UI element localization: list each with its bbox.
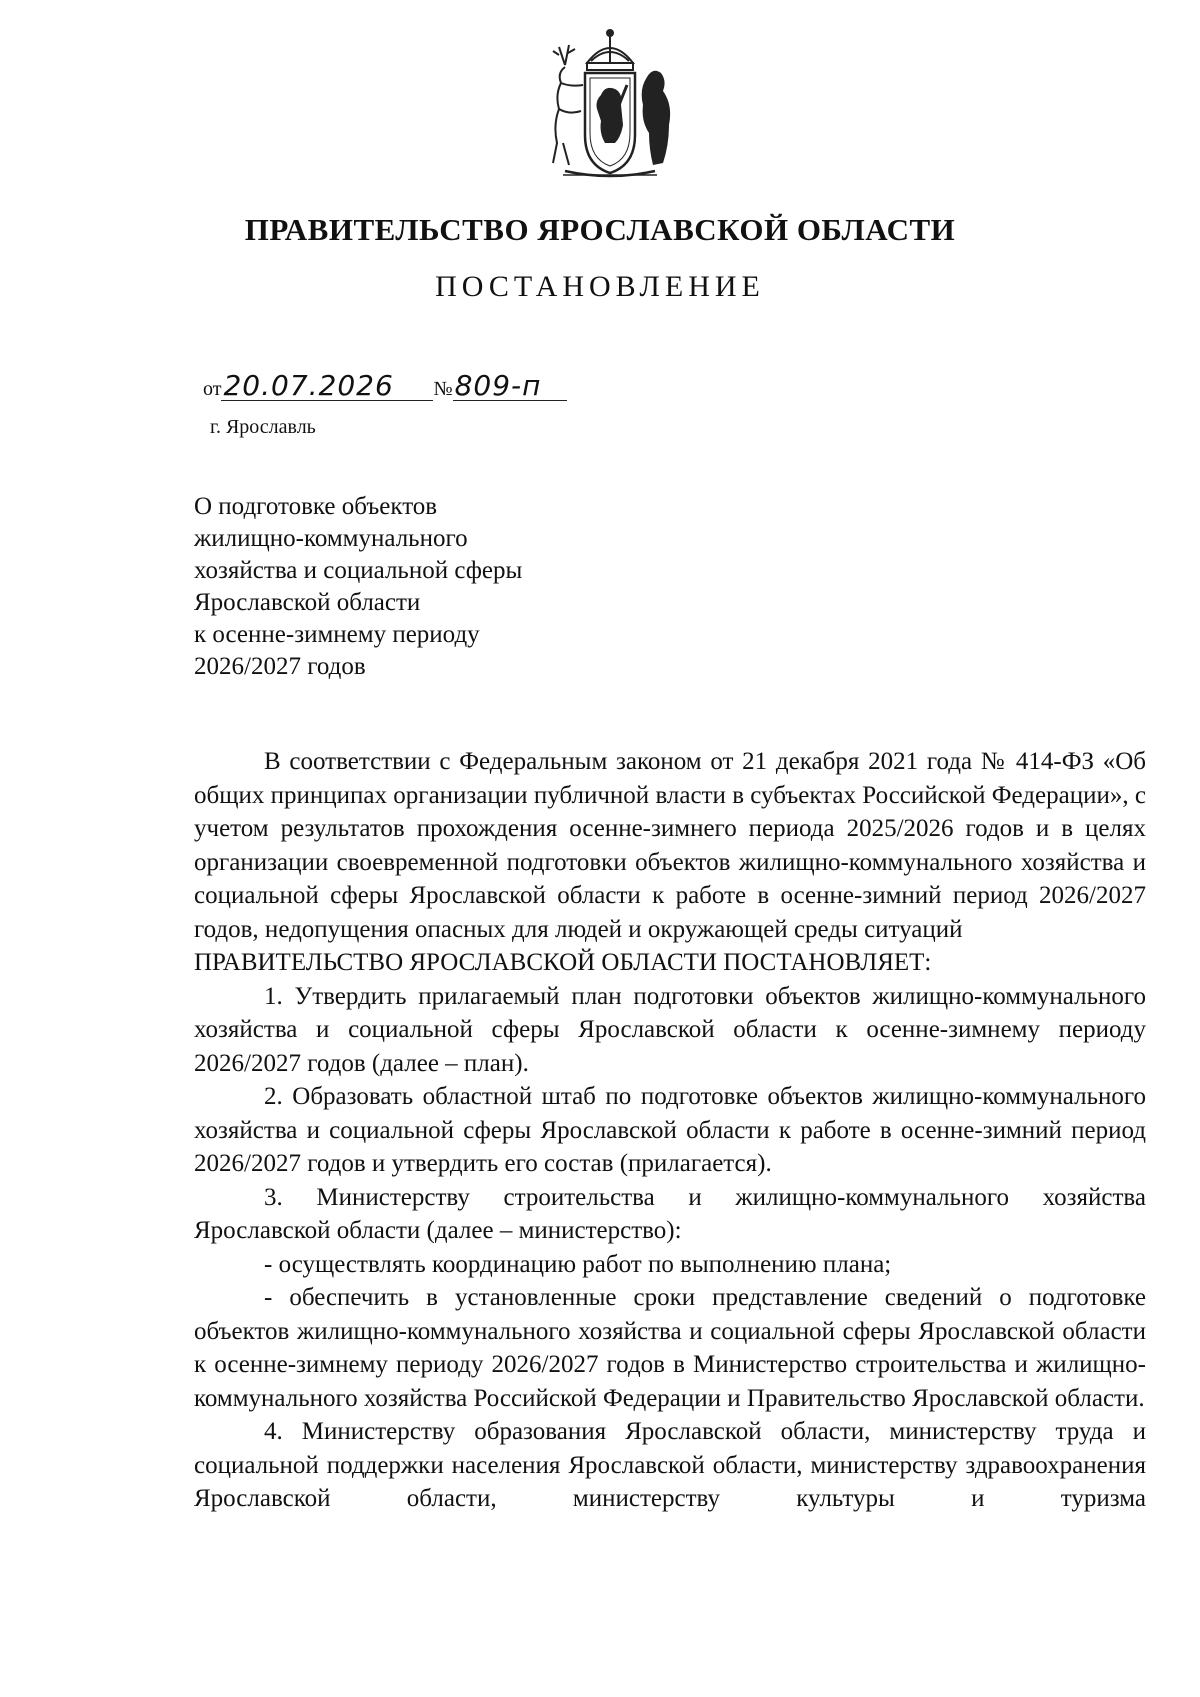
document-meta: [203, 369, 567, 402]
subject-line: 2026/2027 годов: [194, 653, 366, 680]
subject-line: О подготовке объектов: [194, 493, 438, 520]
document-date: 20.07.2026: [221, 372, 433, 401]
document-type: ПОСТАНОВЛЕНИЕ: [435, 270, 765, 303]
item-2-paragraph: 2. Образовать областной штаб по подготовке объектов жилищно-коммунального хозяйства и социальной сферы Ярославской области к работе в осенне-зимний период 2026/2027 годов и утвердить его состав (прилагается).: [194, 1083, 1146, 1177]
number-prefix: №: [433, 378, 453, 400]
preamble-paragraph: В соответствии с Федеральным законом от 21 декабря 2021 года № 414-ФЗ «Об общих принципах организации публичной власти в субъектах Российской Федерации», с учетом результатов прохождения осенне-зимнего периода 2025/2026 годов и в целях организации своевременной подготовки объектов жилищно-коммунального хозяйства и социальной сферы Ярославской области к работе в осенне-зимний период 2026/2027 годов, недопущения опасных для людей и окружающей среды ситуаций: [194, 748, 1146, 943]
decree-line: ПРАВИТЕЛЬСТВО ЯРОСЛАВСКОЙ ОБЛАСТИ ПОСТАНОВЛЯЕТ:: [194, 949, 932, 976]
document-subject: [194, 491, 522, 683]
subject-line: Ярославской области: [194, 589, 421, 616]
subject-line: хозяйства и социальной сферы: [194, 557, 523, 584]
document-city: г. Ярославль: [210, 416, 316, 438]
item-4-paragraph: 4. Министерству образования Ярославской области, министерству труда и социальной поддержки населения Ярославской области, министерству здравоохранения Ярославской области, министерству культуры и туризма: [194, 1418, 1146, 1512]
item-1-paragraph: 1. Утвердить прилагаемый план подготовки объектов жилищно-коммунального хозяйства и социальной сферы Ярославской области к осенне-зимнему периоду 2026/2027 годов (далее – план).: [194, 982, 1146, 1077]
item-3-paragraph: 3. Министерству строительства и жилищно-коммунального хозяйства Ярославской области (далее – министерство):: [194, 1183, 1146, 1244]
organization-title: ПРАВИТЕЛЬСТВО ЯРОСЛАВСКОЙ ОБЛАСТИ: [244, 212, 956, 247]
item-3-subitem: - осуществлять координацию работ по выполнению плана;: [264, 1250, 892, 1278]
document-body: [194, 745, 1146, 1516]
subject-line: к осенне-зимнему периоду: [194, 621, 480, 648]
document-number: 809-п: [453, 372, 567, 401]
item-3-subitem: - обеспечить в установленные сроки представление сведений о подготовке объектов жилищно-коммунального хозяйства и социальной сферы Ярославской области к осенне-зимнему периоду 2026/2027 годов в Министерство строительства и жилищно-коммунального хозяйства Российской Федерации и Правительство Ярославской области.: [194, 1284, 1146, 1412]
subject-line: жилищно-коммунального: [194, 525, 468, 552]
coat-of-arms-icon: [535, 25, 685, 185]
date-prefix: от: [203, 378, 222, 400]
